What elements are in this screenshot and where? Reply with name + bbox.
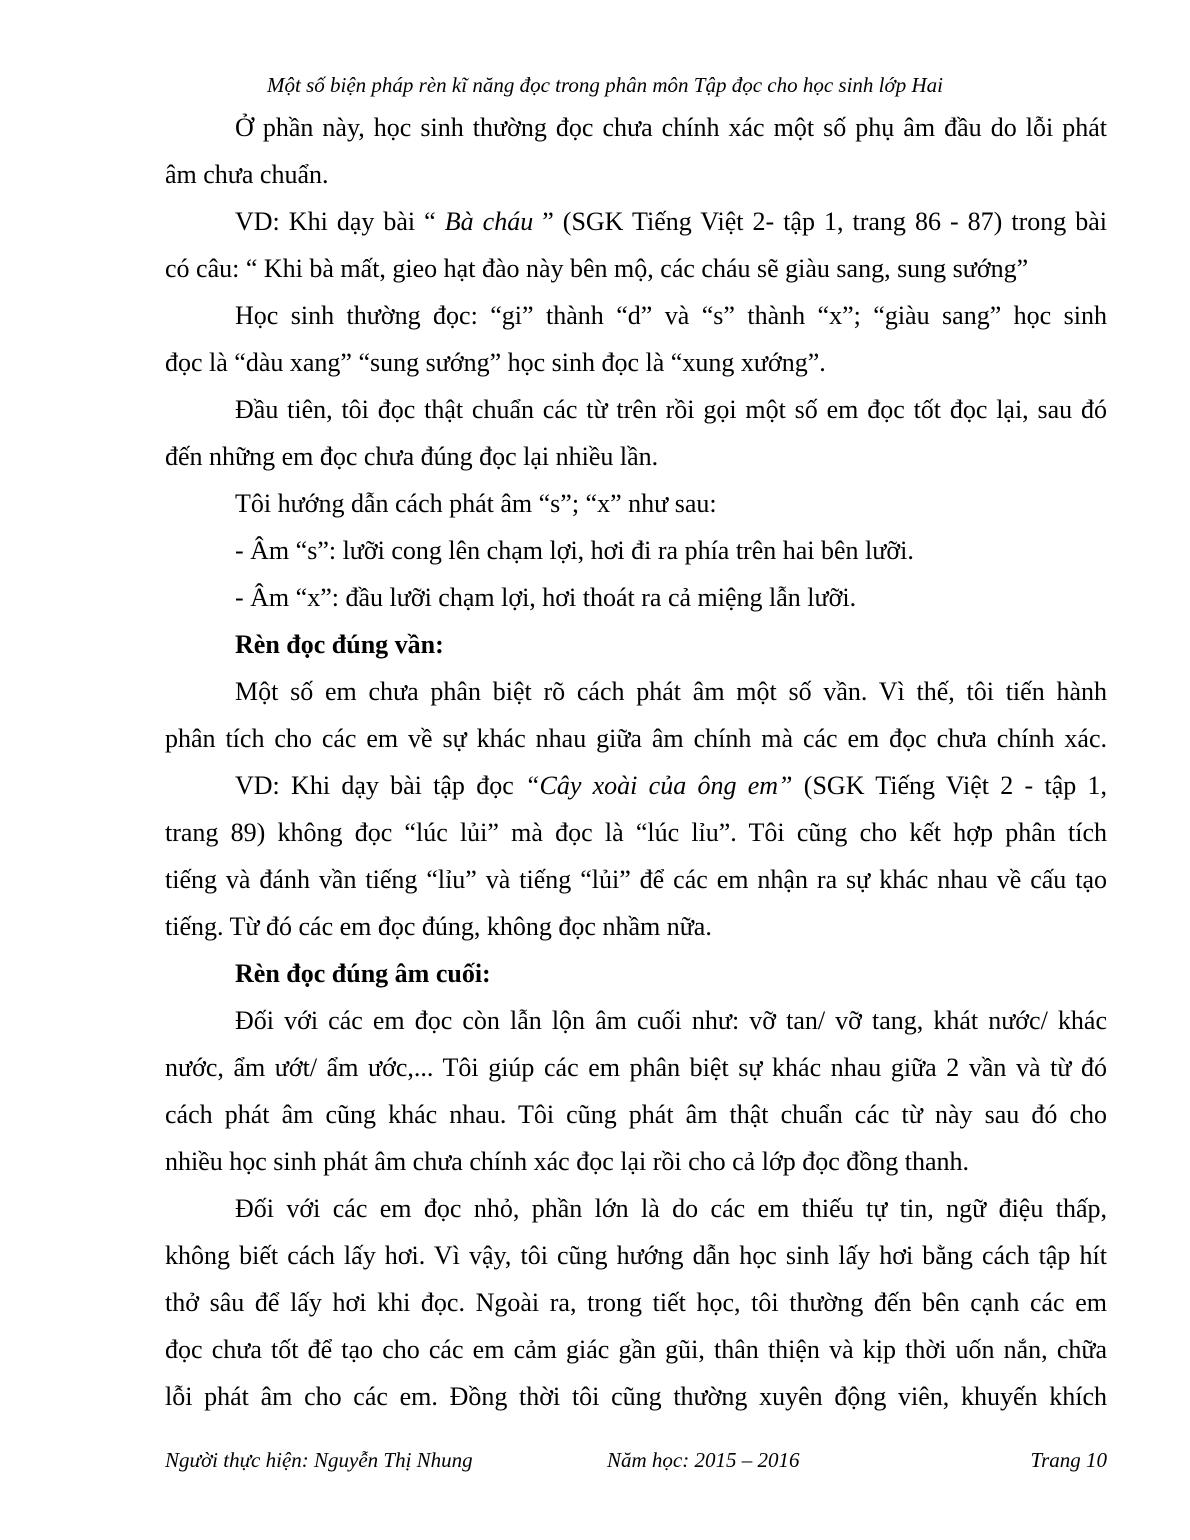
text-run: VD: Khi dạy bài tập đọc bbox=[235, 771, 526, 800]
text-line bbox=[165, 715, 1107, 762]
text-run: Đầu tiên, tôi đọc thật chuẩn các từ trên rồi gọi một số em đọc tốt đọc lại, sau đó bbox=[235, 395, 1107, 424]
text-run: nhiều học sinh phát âm chưa chính xác đọc lại rồi cho cả lớp đọc đồng thanh. bbox=[165, 1147, 969, 1176]
text-run: Tôi hướng dẫn cách phát âm “s”; “x” như sau: bbox=[235, 489, 717, 518]
text-line bbox=[165, 856, 1107, 903]
text-run: phân tích cho các em về sự khác nhau giữa âm chính mà các em đọc chưa chính xác. bbox=[165, 724, 1107, 753]
text-run: lỗi phát âm cho các em. Đồng thời tôi cũng thường xuyên động viên, khuyến khích bbox=[165, 1382, 1107, 1411]
text-line bbox=[165, 339, 1107, 386]
text-line bbox=[165, 1326, 1107, 1373]
text-line bbox=[165, 574, 1107, 621]
text-line bbox=[165, 1091, 1107, 1138]
document-body bbox=[165, 104, 1107, 1420]
text-run: trang 89) không đọc “lúc lủi” mà đọc là “lúc lỉu”. Tôi cũng cho kết hợp phân tích bbox=[165, 818, 1107, 847]
text-run: tiếng. Từ đó các em đọc đúng, không đọc nhầm nữa. bbox=[165, 912, 712, 941]
text-run: Rèn đọc đúng vần: bbox=[235, 630, 444, 659]
text-run: - Âm “x”: đầu lưỡi chạm lợi, hơi thoát ra cả miệng lẫn lưỡi. bbox=[235, 583, 857, 612]
text-run: đọc là “dàu xang” “sung sướng” học sinh đọc là “xung xướng”. bbox=[165, 348, 826, 377]
text-run: - Âm “s”: lưỡi cong lên chạm lợi, hơi đi ra phía trên hai bên lưỡi. bbox=[235, 536, 914, 565]
text-run: (SGK Tiếng Việt 2 - tập 1, bbox=[792, 771, 1108, 800]
text-line bbox=[165, 1232, 1107, 1279]
footer-school-year: Năm học: 2015 – 2016 bbox=[607, 1448, 800, 1472]
page-header: Một số biện pháp rèn kĩ năng đọc trong phân môn Tập đọc cho học sinh lớp Hai bbox=[267, 73, 943, 97]
text-run: cách phát âm cũng khác nhau. Tôi cũng phát âm thật chuẩn các từ này sau đó cho bbox=[165, 1100, 1107, 1129]
text-line bbox=[165, 245, 1107, 292]
text-line bbox=[165, 292, 1107, 339]
text-line bbox=[165, 104, 1107, 151]
footer-page-number: Trang 10 bbox=[1030, 1448, 1107, 1472]
footer-author: Người thực hiện: Nguyễn Thị Nhung bbox=[165, 1448, 473, 1472]
text-run: Đối với các em đọc nhỏ, phần lớn là do các em thiếu tự tin, ngữ điệu thấp, bbox=[235, 1194, 1107, 1223]
text-run: nước, ẩm ướt/ ẩm ước,... Tôi giúp các em phân biệt sự khác nhau giữa 2 vần và từ đó bbox=[165, 1053, 1107, 1082]
text-line bbox=[165, 1044, 1107, 1091]
section-heading bbox=[165, 950, 1107, 997]
italic-title: Bà cháu bbox=[444, 207, 534, 236]
text-run: VD: Khi dạy bài “ bbox=[235, 207, 445, 236]
text-run: âm chưa chuẩn. bbox=[165, 160, 329, 189]
text-line bbox=[165, 433, 1107, 480]
text-line bbox=[165, 1279, 1107, 1326]
text-line bbox=[165, 151, 1107, 198]
text-run: tiếng và đánh vần tiếng “lỉu” và tiếng “lủi” để các em nhận ra sự khác nhau về cấu tạo bbox=[165, 865, 1107, 894]
page-footer bbox=[165, 1445, 1107, 1475]
text-run: đến những em đọc chưa đúng đọc lại nhiều lần. bbox=[165, 442, 659, 471]
text-line bbox=[165, 903, 1107, 950]
text-line bbox=[165, 198, 1107, 245]
italic-title: “Cây xoài của ông em” bbox=[525, 771, 793, 800]
text-line bbox=[165, 527, 1107, 574]
text-run: Đối với các em đọc còn lẫn lộn âm cuối như: vỡ tan/ vỡ tang, khát nước/ khác bbox=[235, 1006, 1107, 1035]
text-run: đọc chưa tốt để tạo cho các em cảm giác gần gũi, thân thiện và kịp thời uốn nắn, chữa bbox=[165, 1335, 1107, 1364]
text-line bbox=[165, 809, 1107, 856]
text-line bbox=[165, 1185, 1107, 1232]
text-run: có câu: “ Khi bà mất, gieo hạt đào này bên mộ, các cháu sẽ giàu sang, sung sướng” bbox=[165, 254, 1029, 283]
text-run: thở sâu để lấy hơi khi đọc. Ngoài ra, trong tiết học, tôi thường đến bên cạnh các em bbox=[165, 1288, 1107, 1317]
text-run: Học sinh thường đọc: “gi” thành “d” và “s” thành “x”; “giàu sang” học sinh bbox=[235, 301, 1107, 330]
text-line bbox=[165, 1138, 1107, 1185]
text-run: Ở phần này, học sinh thường đọc chưa chính xác một số phụ âm đầu do lỗi phát bbox=[235, 113, 1107, 142]
text-line bbox=[165, 1373, 1107, 1420]
section-heading bbox=[165, 621, 1107, 668]
text-line bbox=[165, 480, 1107, 527]
text-line bbox=[165, 668, 1107, 715]
text-run: Rèn đọc đúng âm cuối: bbox=[235, 959, 491, 988]
text-run: không biết cách lấy hơi. Vì vậy, tôi cũng hướng dẫn học sinh lấy hơi bằng cách tập hít bbox=[165, 1241, 1107, 1270]
text-line bbox=[165, 762, 1107, 809]
text-line bbox=[165, 386, 1107, 433]
text-run: ” (SGK Tiếng Việt 2- tập 1, trang 86 - 87) trong bài bbox=[533, 207, 1108, 236]
text-run: Một số em chưa phân biệt rõ cách phát âm một số vần. Vì thế, tôi tiến hành bbox=[235, 677, 1107, 706]
text-line bbox=[165, 997, 1107, 1044]
